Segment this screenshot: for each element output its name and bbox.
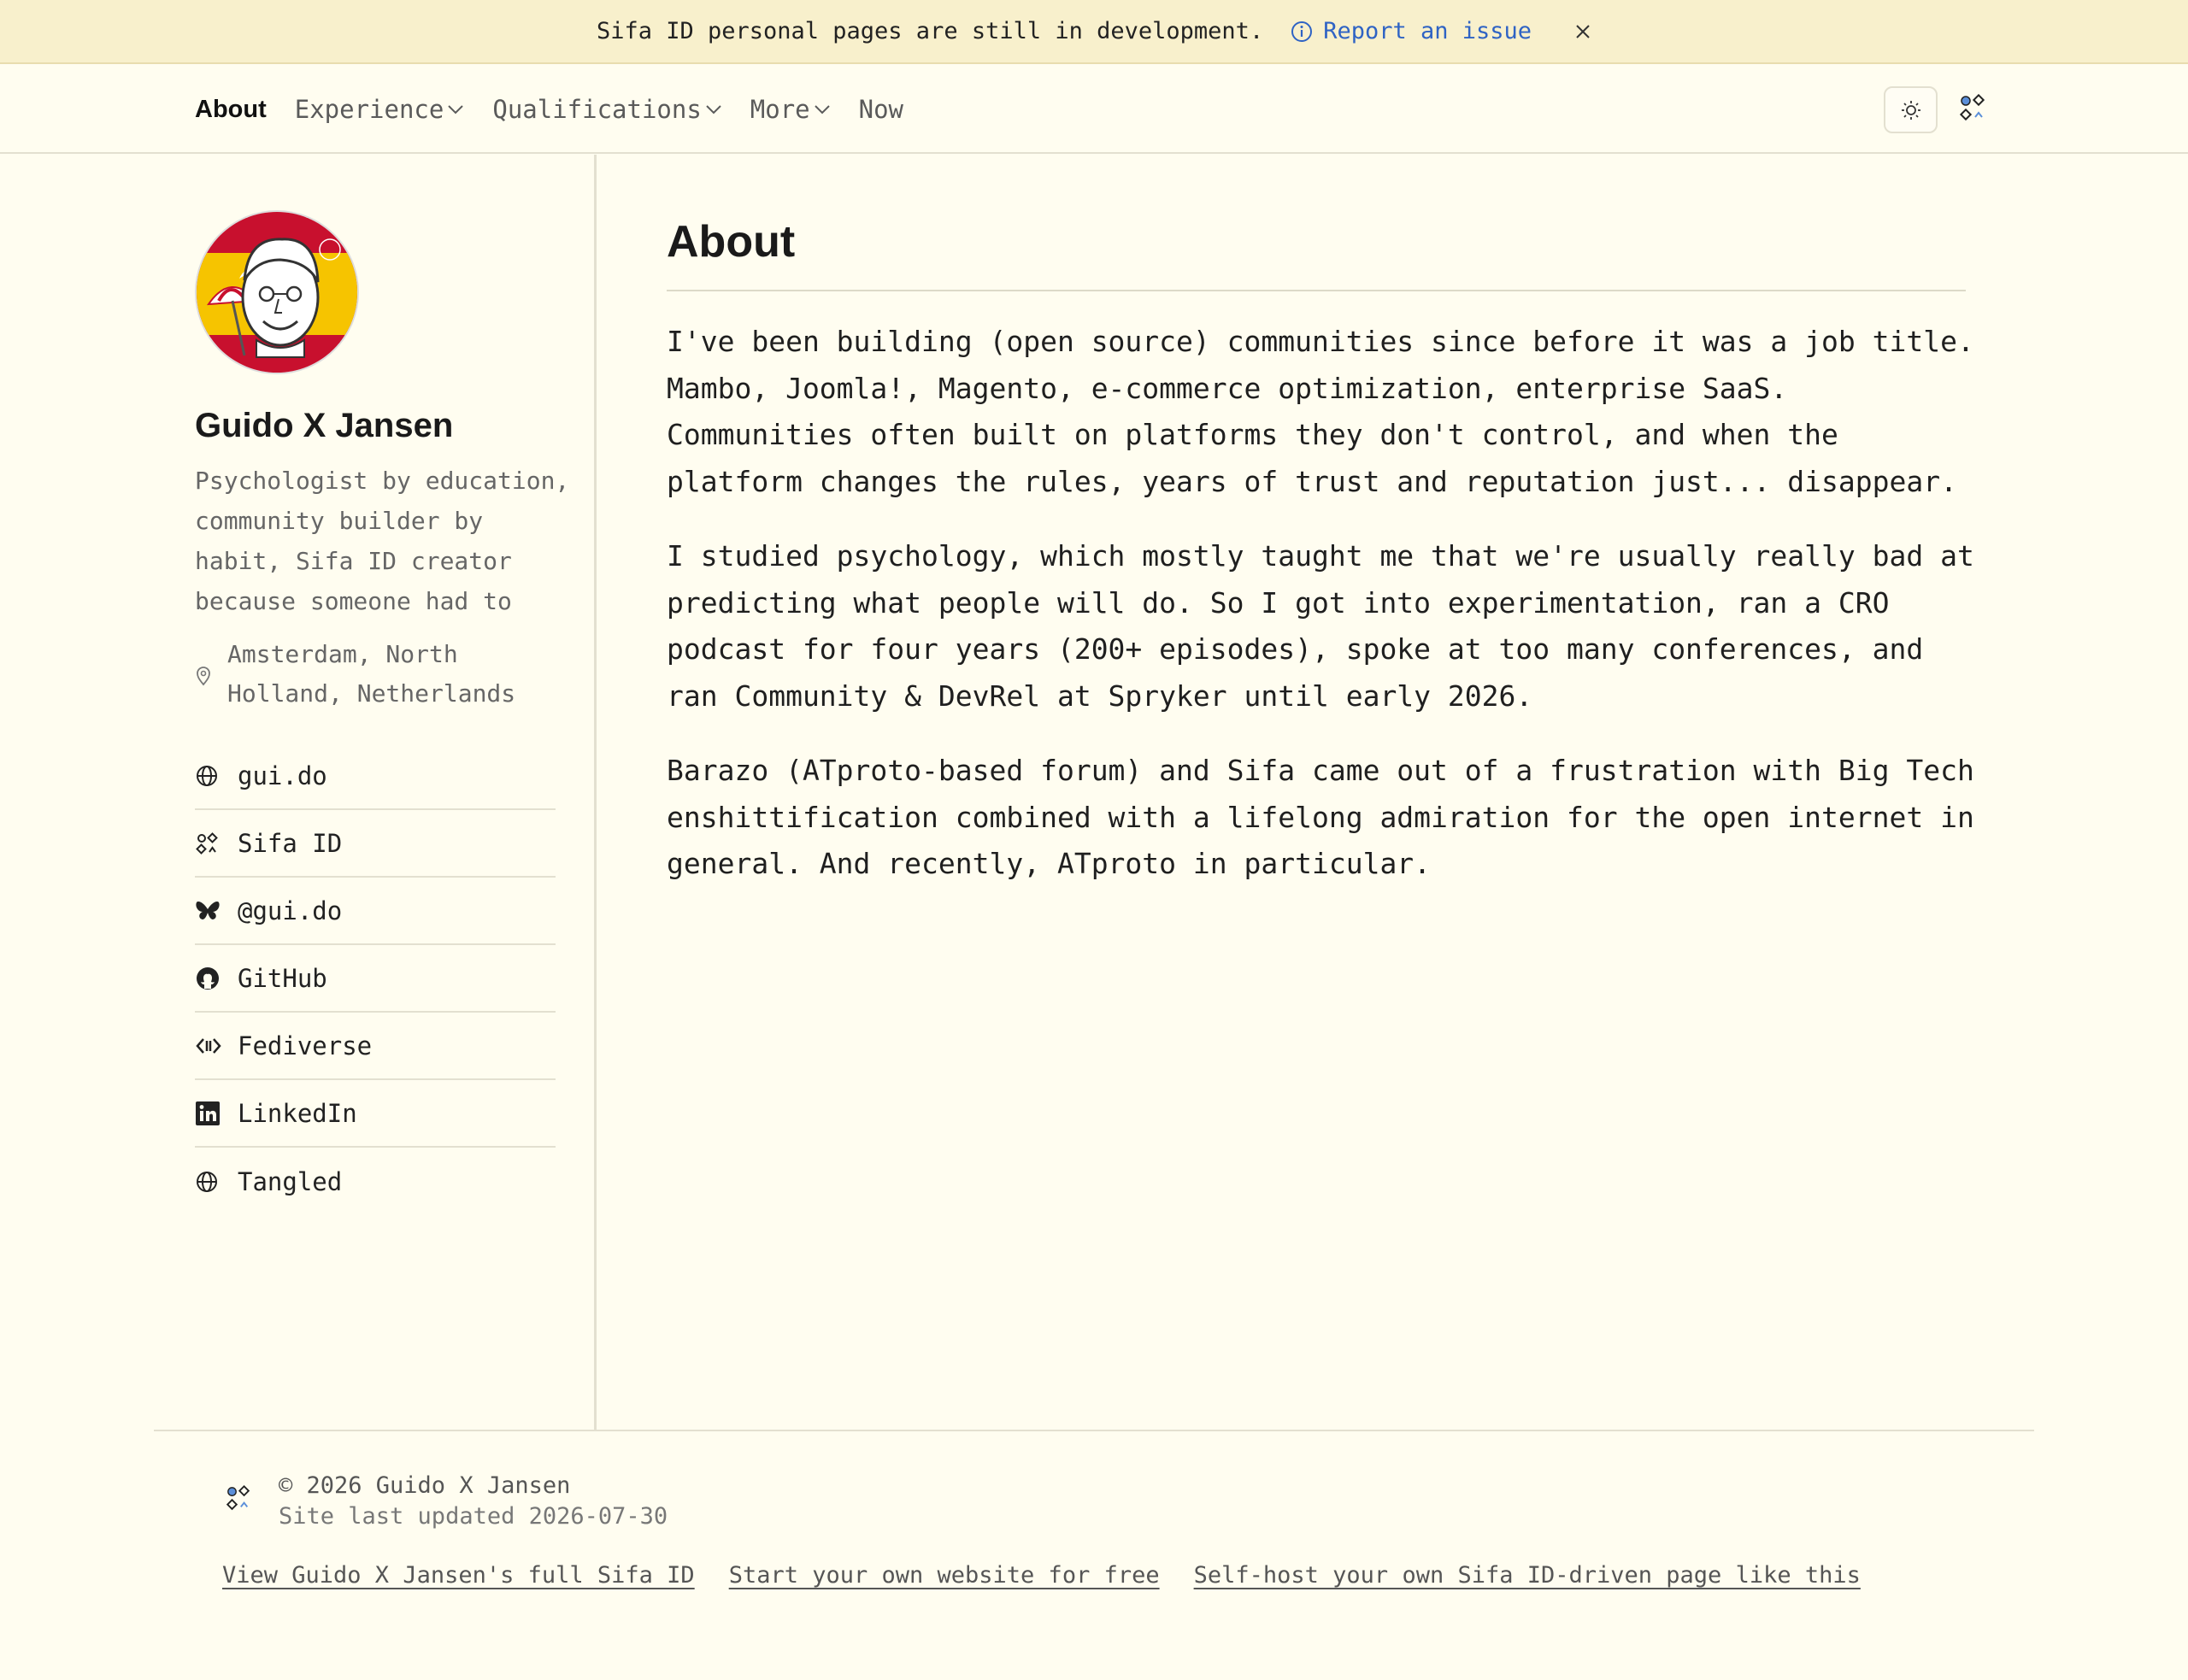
globe-icon <box>195 764 219 788</box>
linkedin-icon <box>195 1101 221 1126</box>
sifa-logo-icon <box>226 1485 251 1513</box>
bluesky-butterfly-icon <box>195 899 221 923</box>
chevron-down-icon <box>447 103 464 115</box>
nav-experience[interactable] <box>295 95 465 124</box>
profile-sidebar <box>0 155 597 1430</box>
main-nav <box>195 65 932 154</box>
profile-name: Guido X Jansen <box>195 407 454 444</box>
link-github[interactable] <box>195 945 556 1013</box>
location-text: Amsterdam, North Holland, Netherlands <box>227 640 516 708</box>
nav-now-label: Now <box>858 95 904 124</box>
github-icon <box>195 966 221 991</box>
footer-updated: Site last updated 2026-07-30 <box>279 1503 668 1530</box>
footer-links <box>222 1562 1861 1589</box>
about-paragraph: Barazo (ATproto-based forum) and Sifa came out of a frustration with Big Tech enshittification combined with a lifelong admiration for the open internet in general. And recently, ATproto in particular. <box>667 754 1974 880</box>
nav-about[interactable] <box>195 96 267 124</box>
profile-bio: Psychologist by education, community builder by habit, Sifa ID creator because someone had to <box>195 467 570 615</box>
link-github-label: GitHub <box>238 963 327 993</box>
chevron-down-icon <box>705 103 722 115</box>
site-header <box>0 65 2188 154</box>
sifa-logo-icon[interactable] <box>1959 94 1986 123</box>
link-tangled[interactable] <box>195 1148 556 1215</box>
about-paragraph: I studied psychology, which mostly taught me that we're usually really bad at predicting what people will do. So I got into experimentation, ran a CRO podcast for four years (200+ episodes), spoke at too many conferences, and ran Community & DevRel at Spryker until early 2026. <box>667 539 1974 713</box>
report-issue-label: Report an issue <box>1323 18 1532 44</box>
chevron-down-icon <box>814 103 831 115</box>
footer-link-full-sifa-id[interactable]: View Guido X Jansen's full Sifa ID <box>222 1562 695 1589</box>
footer-link-self-host[interactable]: Self-host your own Sifa ID-driven page like this <box>1193 1562 1861 1589</box>
avatar <box>195 210 359 374</box>
link-bluesky[interactable] <box>195 878 556 945</box>
link-website-label: gui.do <box>238 761 327 790</box>
nav-qualifications[interactable] <box>492 95 721 124</box>
link-tangled-label: Tangled <box>238 1166 343 1196</box>
title-divider <box>667 290 1966 291</box>
close-banner-button[interactable] <box>1574 23 1591 40</box>
link-linkedin-label: LinkedIn <box>238 1098 357 1128</box>
nav-more[interactable] <box>750 95 831 124</box>
link-bluesky-label: @gui.do <box>238 896 343 925</box>
dev-banner <box>0 0 2188 64</box>
link-sifa-id[interactable] <box>195 810 556 878</box>
globe-icon <box>195 1170 219 1194</box>
sun-icon <box>1900 99 1922 121</box>
nav-more-label: More <box>750 95 810 124</box>
report-issue-link[interactable] <box>1291 18 1532 44</box>
nav-about-label: About <box>195 95 267 123</box>
link-sifa-id-label: Sifa ID <box>238 828 343 858</box>
close-icon <box>1574 23 1591 40</box>
page-title: About <box>667 217 796 267</box>
link-linkedin[interactable] <box>195 1080 556 1148</box>
nav-experience-label: Experience <box>294 95 444 124</box>
link-fediverse-label: Fediverse <box>238 1031 373 1060</box>
about-text <box>667 319 1974 916</box>
link-fediverse[interactable] <box>195 1013 556 1080</box>
about-paragraph: I've been building (open source) communities since before it was a job title. Mambo, Joomla!, Magento, e-commerce optimization, enterprise SaaS. Communities often built on platforms they don't control, and when the platform changes the rules, years of trust and reputation just... disappear. <box>667 325 1974 498</box>
footer-copyright: © 2026 Guido X Jansen <box>279 1472 571 1499</box>
profile-location <box>195 635 571 714</box>
footer-divider <box>154 1430 2034 1431</box>
nav-qualifications-label: Qualifications <box>492 95 702 124</box>
sifa-icon <box>195 831 219 855</box>
banner-message: Sifa ID personal pages are still in development. <box>596 18 1264 44</box>
map-pin-icon <box>195 666 212 686</box>
link-website[interactable] <box>195 743 556 810</box>
footer-link-start-website[interactable]: Start your own website for free <box>728 1562 1160 1589</box>
profile-links <box>195 743 556 1215</box>
nav-now[interactable] <box>859 95 903 124</box>
fediverse-icon <box>195 1036 222 1056</box>
info-icon <box>1291 21 1313 43</box>
theme-toggle-button[interactable] <box>1884 86 1938 133</box>
